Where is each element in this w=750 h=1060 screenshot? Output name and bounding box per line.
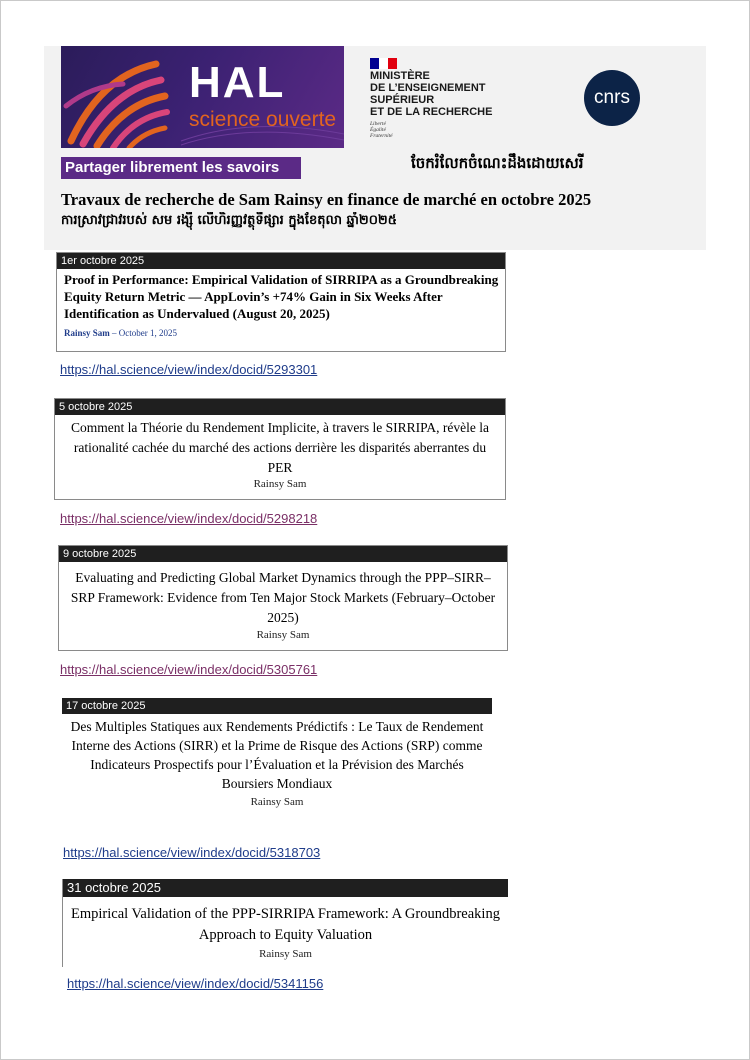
publication-author: Rainsy Sam [256, 629, 310, 641]
publication-author: Rainsy Sam [250, 796, 304, 808]
publication-author: Rainsy Sam [259, 948, 312, 960]
khmer-share-text: ចែករំលែកចំណេះដឹងដោយសេរី [411, 154, 584, 172]
hal-logo-text: HAL [189, 58, 286, 107]
publication-date: 1er octobre 2025 [57, 253, 505, 269]
page-title: Travaux de recherche de Sam Rainsy en finance de marché en octobre 2025 [61, 190, 592, 209]
french-flag-icon [370, 56, 398, 67]
publication-author: Rainsy Sam [64, 328, 110, 338]
publication-link[interactable]: https://hal.science/view/index/docid/5305761 [60, 662, 318, 677]
publication-card [56, 252, 506, 352]
ministry-name: MINISTÈRE DE L’ENSEIGNEMENT SUPÉRIEUR ET DE LA RECHERCHE [370, 70, 493, 118]
hal-subtitle: science ouverte [189, 108, 337, 131]
publication-link[interactable]: https://hal.science/view/index/docid/5318703 [63, 845, 321, 860]
publication-card [62, 879, 508, 967]
cnrs-logo: cnrs [584, 70, 640, 126]
publication-author-date: – October 1, 2025 [112, 328, 178, 338]
publication-author: Rainsy Sam [253, 478, 307, 490]
share-banner: Partager librement les savoirs [61, 157, 301, 179]
khmer-page-title: ការស្រាវជ្រាវរបស់ សម រង្ស៊ី លើហិរញ្ញវត្ថុទីផ្សារ ក្នុងខែតុលា ឆ្នាំ២០២៥ [61, 213, 397, 228]
ministry-devise: Liberté Égalité Fraternité [370, 121, 393, 139]
publication-link[interactable]: https://hal.science/view/index/docid/5293301 [60, 362, 318, 377]
publication-byline [57, 322, 505, 338]
publication-date: 31 octobre 2025 [63, 879, 508, 897]
publication-card [62, 698, 492, 836]
publication-title: Proof in Performance: Empirical Validation of SIRRIPA as a Groundbreaking Equity Return Metric — AppLovin’s +74% Gain in Six Weeks After Identification as Undervalued (August 20, 2025) [64, 272, 499, 321]
publication-title: Evaluating and Predicting Global Market Dynamics through the PPP–SIRR–SRP Framework: Evidence from Ten Major Stock Markets (February–October 2025) [70, 570, 496, 625]
publication-link[interactable]: https://hal.science/view/index/docid/5298218 [60, 511, 318, 526]
publication-link[interactable]: https://hal.science/view/index/docid/5341156 [67, 976, 324, 991]
publication-card [58, 545, 508, 651]
publication-card [54, 398, 506, 500]
hal-logo [61, 46, 344, 148]
publication-date: 9 octobre 2025 [59, 546, 507, 562]
publication-title: Des Multiples Statiques aux Rendements Prédictifs : Le Taux de Rendement Interne des Actions (SIRR) et la Prime de Risque des Actions (SRP) comme Indicateurs Prospectifs pour l’Évaluation et la Prévision des Marchés Boursiers Mondiaux [70, 719, 484, 791]
publication-date: 5 octobre 2025 [55, 399, 505, 415]
publication-title: Comment la Théorie du Rendement Implicite, à travers le SIRRIPA, révèle la rationalité cachée du marché des actions derrière les disparités aberrantes du PER [70, 420, 490, 475]
publication-date: 17 octobre 2025 [62, 698, 492, 714]
publication-title: Empirical Validation of the PPP-SIRRIPA Framework: A Groundbreaking Approach to Equity Valuation [71, 906, 500, 943]
